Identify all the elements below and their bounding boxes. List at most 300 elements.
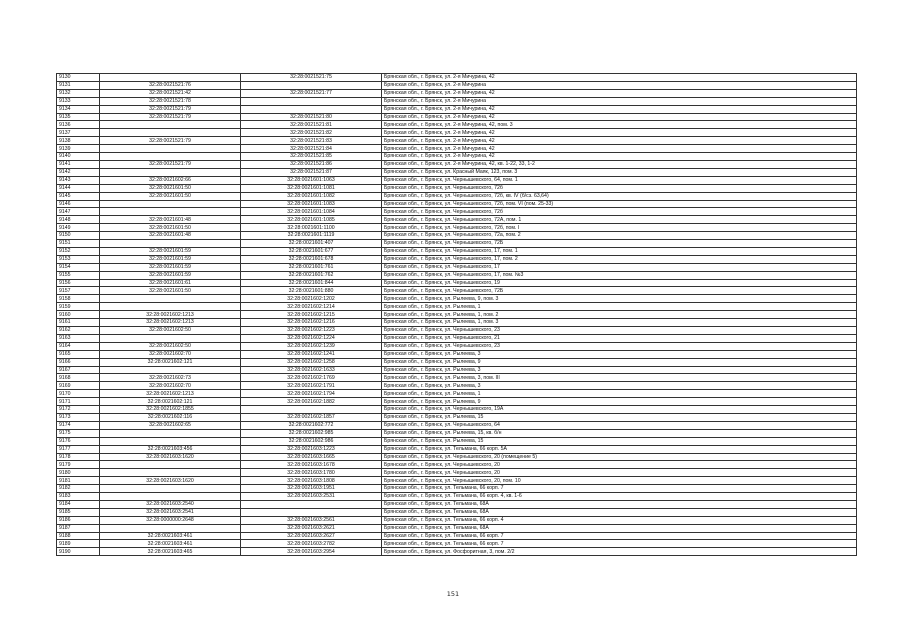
parcel-number-cell: 32:28:0021521:78 bbox=[100, 97, 241, 105]
row-number-cell: 9189 bbox=[57, 540, 100, 548]
object-number-cell: 32:28:0021602:1216 bbox=[241, 319, 382, 327]
row-number-cell: 9153 bbox=[57, 255, 100, 263]
object-number-cell: 32:28:0021603:2561 bbox=[241, 516, 382, 524]
object-number-cell: 32:28:0021601:762 bbox=[241, 271, 382, 279]
parcel-number-cell: 32:28:0021601:50 bbox=[100, 224, 241, 232]
parcel-number-cell bbox=[100, 469, 241, 477]
row-number-cell: 9148 bbox=[57, 216, 100, 224]
parcel-number-cell bbox=[100, 303, 241, 311]
object-number-cell: 32:28:0021601:1081 bbox=[241, 184, 382, 192]
row-number-cell: 9169 bbox=[57, 382, 100, 390]
object-number-cell: 32:28:0021603:2627 bbox=[241, 532, 382, 540]
parcel-number-cell: 32:28:0021602:66 bbox=[100, 176, 241, 184]
table-row bbox=[57, 390, 857, 398]
table-row bbox=[57, 121, 857, 129]
address-cell: Брянская обл., г. Брянск, ул. 2-я Мичурина, 42 bbox=[382, 129, 857, 137]
address-cell: Брянская обл., г. Брянск, ул. Рылеева, 3, пом. III bbox=[382, 374, 857, 382]
object-number-cell: 32:28:0021601:1100 bbox=[241, 224, 382, 232]
object-number-cell: 32:28:0021602:1214 bbox=[241, 303, 382, 311]
table-row bbox=[57, 224, 857, 232]
parcel-number-cell: 32:28:0021602:1213 bbox=[100, 319, 241, 327]
address-cell: Брянская обл., г. Брянск, ул. Чернышевского, 72а, пом. 2 bbox=[382, 232, 857, 240]
address-cell: Брянская обл., г. Брянск, ул. Рылеева, 1 bbox=[382, 390, 857, 398]
table-row bbox=[57, 469, 857, 477]
row-number-cell: 9182 bbox=[57, 485, 100, 493]
address-cell: Брянская обл., г. Брянск, ул. Рылеева, 9, пом. 3 bbox=[382, 295, 857, 303]
table-row bbox=[57, 342, 857, 350]
table-row bbox=[57, 350, 857, 358]
row-number-cell: 9174 bbox=[57, 421, 100, 429]
parcel-number-cell: 32:28:0021603:2541 bbox=[100, 508, 241, 516]
object-number-cell bbox=[241, 97, 382, 105]
address-cell: Брянская обл., г. Брянск, ул. Тельмана, 68А bbox=[382, 500, 857, 508]
parcel-number-cell: 32:28:0021601:61 bbox=[100, 279, 241, 287]
address-cell: Брянская обл., г. Брянск, ул. Чернышевского, 72Б bbox=[382, 287, 857, 295]
address-cell: Брянская обл., г. Брянск, ул. Чернышевского, 23 bbox=[382, 342, 857, 350]
object-number-cell: 32:28:0021602:1258 bbox=[241, 358, 382, 366]
address-cell: Брянская обл., г. Брянск, ул. Чернышевского, 64 bbox=[382, 421, 857, 429]
address-cell: Брянская обл., г. Брянск, ул. Рылеева, 3 bbox=[382, 382, 857, 390]
object-number-cell: 32:28:0021603:1678 bbox=[241, 461, 382, 469]
address-cell: Брянская обл., г. Брянск, ул. Чернышевского, 19 bbox=[382, 279, 857, 287]
parcel-number-cell: 32:28:0021603:1620 bbox=[100, 453, 241, 461]
parcel-number-cell: 32:28:0021601:50 bbox=[100, 287, 241, 295]
address-cell: Брянская обл., г. Брянск, ул. 2-я Мичурина, 42 bbox=[382, 105, 857, 113]
row-number-cell: 9130 bbox=[57, 74, 100, 82]
parcel-number-cell: 32:28:0021601:50 bbox=[100, 184, 241, 192]
address-cell: Брянская обл., г. Брянск, ул. Чернышевского, 72Б bbox=[382, 240, 857, 248]
address-cell: Брянская обл., г. Брянск, ул. Тельмана, 66 корп. 4, кв. 1-6 bbox=[382, 493, 857, 501]
table-row bbox=[57, 358, 857, 366]
address-cell: Брянская обл., г. Брянск, ул. Тельмана, 68А bbox=[382, 524, 857, 532]
address-cell: Брянская обл., г. Брянск, ул. Рылеева, 15 bbox=[382, 437, 857, 445]
address-cell: Брянская обл., г. Брянск, ул. Красный Маяк, 123, пом. 3 bbox=[382, 168, 857, 176]
table-row bbox=[57, 421, 857, 429]
table-row bbox=[57, 208, 857, 216]
table-row bbox=[57, 255, 857, 263]
parcel-number-cell bbox=[100, 240, 241, 248]
table-row bbox=[57, 89, 857, 97]
row-number-cell: 9142 bbox=[57, 168, 100, 176]
parcel-number-cell: 32:28:0021521:79 bbox=[100, 105, 241, 113]
table-row bbox=[57, 74, 857, 82]
table-row bbox=[57, 247, 857, 255]
table-row bbox=[57, 366, 857, 374]
address-cell: Брянская обл., г. Брянск, ул. Чернышевского, 72б bbox=[382, 208, 857, 216]
address-cell: Брянская обл., г. Брянск, ул. 2-я Мичурина, 42, кв. 1-22, 33, 1-2 bbox=[382, 160, 857, 168]
parcel-number-cell: 32:28:0021602:70 bbox=[100, 350, 241, 358]
parcel-number-cell: 32:28:0021601:59 bbox=[100, 255, 241, 263]
parcel-number-cell: 32:28:0021602:50 bbox=[100, 327, 241, 335]
address-cell: Брянская обл., г. Брянск, ул. Рылеева, 15, кв. б/н bbox=[382, 429, 857, 437]
table-row bbox=[57, 279, 857, 287]
table-row bbox=[57, 184, 857, 192]
object-number-cell: 32:28:0021521:75 bbox=[241, 74, 382, 82]
table-row bbox=[57, 398, 857, 406]
object-number-cell bbox=[241, 508, 382, 516]
row-number-cell: 9177 bbox=[57, 445, 100, 453]
table-row bbox=[57, 524, 857, 532]
address-cell: Брянская обл., г. Брянск, ул. Чернышевского, 72б bbox=[382, 184, 857, 192]
parcel-number-cell bbox=[100, 295, 241, 303]
table-row bbox=[57, 168, 857, 176]
table-row bbox=[57, 240, 857, 248]
row-number-cell: 9168 bbox=[57, 374, 100, 382]
parcel-number-cell bbox=[100, 493, 241, 501]
object-number-cell: 32:28:0021521:82 bbox=[241, 129, 382, 137]
object-number-cell: 32:28:0021603:2531 bbox=[241, 493, 382, 501]
row-number-cell: 9176 bbox=[57, 437, 100, 445]
address-cell: Брянская обл., г. Брянск, ул. Рылеева, 15 bbox=[382, 413, 857, 421]
row-number-cell: 9166 bbox=[57, 358, 100, 366]
parcel-number-cell bbox=[100, 461, 241, 469]
row-number-cell: 9146 bbox=[57, 200, 100, 208]
address-cell: Брянская обл., г. Брянск, ул. 2-я Мичурина, 42 bbox=[382, 74, 857, 82]
address-cell: Брянская обл., г. Брянск, ул. 2-я Мичурина bbox=[382, 97, 857, 105]
address-cell: Брянская обл., г. Брянск, ул. Чернышевского, 20 (помещение 5) bbox=[382, 453, 857, 461]
address-cell: Брянская обл., г. Брянск, ул. Чернышевского, 64, пом. 1 bbox=[382, 176, 857, 184]
row-number-cell: 9135 bbox=[57, 113, 100, 121]
parcel-number-cell bbox=[100, 200, 241, 208]
address-cell: Брянская обл., г. Брянск, ул. Чернышевского, 17, пом. 1 bbox=[382, 247, 857, 255]
parcel-number-cell: 32:28:0021602:50 bbox=[100, 342, 241, 350]
row-number-cell: 9156 bbox=[57, 279, 100, 287]
row-number-cell: 9188 bbox=[57, 532, 100, 540]
row-number-cell: 9175 bbox=[57, 429, 100, 437]
address-cell: Брянская обл., г. Брянск, ул. 2-я Мичурина, 42, пом. 3 bbox=[382, 121, 857, 129]
parcel-number-cell: 32:28:0021602:121 bbox=[100, 398, 241, 406]
parcel-number-cell: 32:28:0021602:1213 bbox=[100, 390, 241, 398]
row-number-cell: 9155 bbox=[57, 271, 100, 279]
parcel-number-cell bbox=[100, 129, 241, 137]
address-cell: Брянская обл., г. Брянск, ул. Чернышевского, 20 bbox=[382, 469, 857, 477]
row-number-cell: 9150 bbox=[57, 232, 100, 240]
parcel-number-cell: 32:28:0021601:59 bbox=[100, 247, 241, 255]
object-number-cell: 32:28:0021521:77 bbox=[241, 89, 382, 97]
object-number-cell: 32:28:0021603:2782 bbox=[241, 540, 382, 548]
parcel-number-cell: 32:28:0021601:48 bbox=[100, 216, 241, 224]
table-row bbox=[57, 548, 857, 556]
row-number-cell: 9138 bbox=[57, 137, 100, 145]
parcel-number-cell: 32:28:0021601:50 bbox=[100, 192, 241, 200]
table-row bbox=[57, 532, 857, 540]
table-row bbox=[57, 445, 857, 453]
table-row bbox=[57, 461, 857, 469]
object-number-cell: 32:28:0021603:1665 bbox=[241, 453, 382, 461]
row-number-cell: 9179 bbox=[57, 461, 100, 469]
parcel-number-cell: 32:28:0021521:79 bbox=[100, 137, 241, 145]
address-cell: Брянская обл., г. Брянск, ул. Рылеева, 9 bbox=[382, 358, 857, 366]
parcel-number-cell bbox=[100, 485, 241, 493]
object-number-cell: 32:28:0021602:1202 bbox=[241, 295, 382, 303]
table-row bbox=[57, 295, 857, 303]
address-cell: Брянская обл., г. Брянск, ул. Чернышевского, 72б, пом. I bbox=[382, 224, 857, 232]
table-row bbox=[57, 200, 857, 208]
table-row bbox=[57, 97, 857, 105]
address-cell: Брянская обл., г. Брянск, ул. Тельмана, 68А bbox=[382, 508, 857, 516]
object-number-cell: 32:28:0021601:1083 bbox=[241, 200, 382, 208]
table-row bbox=[57, 382, 857, 390]
parcel-number-cell bbox=[100, 168, 241, 176]
parcel-number-cell: 32:28:0000000:2648 bbox=[100, 516, 241, 524]
parcel-number-cell: 32:28:0021521:42 bbox=[100, 89, 241, 97]
row-number-cell: 9131 bbox=[57, 81, 100, 89]
parcel-number-cell: 32:28:0021521:79 bbox=[100, 160, 241, 168]
parcel-number-cell: 32:28:0021603:461 bbox=[100, 540, 241, 548]
object-number-cell: 32:28:0021601:407 bbox=[241, 240, 382, 248]
table-row bbox=[57, 319, 857, 327]
row-number-cell: 9154 bbox=[57, 263, 100, 271]
address-cell: Брянская обл., г. Брянск, ул. Тельмана, 66 корп. 4 bbox=[382, 516, 857, 524]
address-cell: Брянская обл., г. Брянск, ул. Рылеева, 3 bbox=[382, 366, 857, 374]
row-number-cell: 9137 bbox=[57, 129, 100, 137]
address-cell: Брянская обл., г. Брянск, ул. Чернышевского, 23 bbox=[382, 327, 857, 335]
address-cell: Брянская обл., г. Брянск, ул. Чернышевского, 72б, кв. IV (б/сз. 63,64) bbox=[382, 192, 857, 200]
table-row bbox=[57, 192, 857, 200]
parcel-number-cell bbox=[100, 437, 241, 445]
row-number-cell: 9143 bbox=[57, 176, 100, 184]
row-number-cell: 9170 bbox=[57, 390, 100, 398]
address-cell: Брянская обл., г. Брянск, ул. Тельмана, 66 корп. 7 bbox=[382, 540, 857, 548]
address-cell: Брянская обл., г. Брянск, ул. Чернышевского, 19А bbox=[382, 406, 857, 414]
parcel-number-cell bbox=[100, 121, 241, 129]
row-number-cell: 9139 bbox=[57, 145, 100, 153]
row-number-cell: 9147 bbox=[57, 208, 100, 216]
parcel-number-cell: 32:28:0021602:65 bbox=[100, 421, 241, 429]
object-number-cell: 32:28:0021603:1808 bbox=[241, 477, 382, 485]
object-number-cell: 32:28:0021603:1223 bbox=[241, 445, 382, 453]
table-row bbox=[57, 303, 857, 311]
table-row bbox=[57, 232, 857, 240]
row-number-cell: 9186 bbox=[57, 516, 100, 524]
row-number-cell: 9134 bbox=[57, 105, 100, 113]
object-number-cell: 32:28:0021601:677 bbox=[241, 247, 382, 255]
row-number-cell: 9158 bbox=[57, 295, 100, 303]
object-number-cell: 32:28:0021602:1633 bbox=[241, 366, 382, 374]
object-number-cell bbox=[241, 406, 382, 414]
address-cell: Брянская обл., г. Брянск, ул. 2-я Мичурина, 42 bbox=[382, 137, 857, 145]
address-cell: Брянская обл., г. Брянск, ул. Рылеева, 1 bbox=[382, 303, 857, 311]
parcel-number-cell: 32:28:0021603:465 bbox=[100, 548, 241, 556]
parcel-number-cell: 32:28:0021602:1855 bbox=[100, 406, 241, 414]
address-cell: Брянская обл., г. Брянск, ул. Чернышевского, 21 bbox=[382, 334, 857, 342]
object-number-cell bbox=[241, 500, 382, 508]
parcel-number-cell: 32:28:0021601:48 bbox=[100, 232, 241, 240]
table-row bbox=[57, 334, 857, 342]
address-cell: Брянская обл., г. Брянск, ул. 2-я Мичурина bbox=[382, 81, 857, 89]
row-number-cell: 9145 bbox=[57, 192, 100, 200]
object-number-cell: 32:28:0021521:87 bbox=[241, 168, 382, 176]
table-row bbox=[57, 437, 857, 445]
object-number-cell: 32:28:0021602:1769 bbox=[241, 374, 382, 382]
parcel-number-cell bbox=[100, 145, 241, 153]
table-row bbox=[57, 477, 857, 485]
object-number-cell: 32:28:0021521:81 bbox=[241, 121, 382, 129]
table-row bbox=[57, 287, 857, 295]
parcel-number-cell: 32:28:0021602:70 bbox=[100, 382, 241, 390]
row-number-cell: 9184 bbox=[57, 500, 100, 508]
row-number-cell: 9162 bbox=[57, 327, 100, 335]
page-number: 151 bbox=[446, 590, 460, 598]
table-row bbox=[57, 453, 857, 461]
table-row bbox=[57, 311, 857, 319]
address-cell: Брянская обл., г. Брянск, ул. Чернышевского, 17, пом. №3 bbox=[382, 271, 857, 279]
object-number-cell: 32:28:0021603:1780 bbox=[241, 469, 382, 477]
address-cell: Брянская обл., г. Брянск, ул. Рылеева, 1, пом. 2 bbox=[382, 311, 857, 319]
table-row bbox=[57, 413, 857, 421]
object-number-cell: 32:28:0021601:678 bbox=[241, 255, 382, 263]
parcel-number-cell: 32:28:0021603:456 bbox=[100, 445, 241, 453]
parcel-number-cell: 32:28:0021521:76 bbox=[100, 81, 241, 89]
table-row bbox=[57, 327, 857, 335]
table-row bbox=[57, 406, 857, 414]
object-number-cell bbox=[241, 81, 382, 89]
object-number-cell: 32:28:0021601:761 bbox=[241, 263, 382, 271]
object-number-cell: 32:28:0021602:1215 bbox=[241, 311, 382, 319]
register-table-body bbox=[57, 74, 857, 556]
object-number-cell: 32:28:0021521:83 bbox=[241, 137, 382, 145]
object-number-cell: 32:28:0021601:880 bbox=[241, 287, 382, 295]
object-number-cell: 32:28:0021602:1882 bbox=[241, 398, 382, 406]
parcel-number-cell bbox=[100, 524, 241, 532]
object-number-cell: 32:28:0021602:1224 bbox=[241, 334, 382, 342]
table-row bbox=[57, 105, 857, 113]
address-cell: Брянская обл., г. Брянск, ул. Тельмана, 66 корп. 5А bbox=[382, 445, 857, 453]
row-number-cell: 9180 bbox=[57, 469, 100, 477]
row-number-cell: 9140 bbox=[57, 153, 100, 161]
row-number-cell: 9152 bbox=[57, 247, 100, 255]
row-number-cell: 9164 bbox=[57, 342, 100, 350]
address-cell: Брянская обл., г. Брянск, ул. Тельмана, 66 корп. 7 bbox=[382, 485, 857, 493]
row-number-cell: 9172 bbox=[57, 406, 100, 414]
address-cell: Брянская обл., г. Брянск, ул. 2-я Мичурина, 42 bbox=[382, 113, 857, 121]
parcel-number-cell: 32:28:0021602:1213 bbox=[100, 311, 241, 319]
object-number-cell: 32:28:0021602:1241 bbox=[241, 350, 382, 358]
table-row bbox=[57, 508, 857, 516]
parcel-number-cell: 32:28:0021603:2540 bbox=[100, 500, 241, 508]
address-cell: Брянская обл., г. Брянск, ул. Чернышевского, 17, пом. 2 bbox=[382, 255, 857, 263]
address-cell: Брянская обл., г. Брянск, ул. Рылеева, 1, пом. 3 bbox=[382, 319, 857, 327]
row-number-cell: 9163 bbox=[57, 334, 100, 342]
table-row bbox=[57, 216, 857, 224]
parcel-number-cell: 32:28:0021601:59 bbox=[100, 263, 241, 271]
object-number-cell: 32:28:0021601:1082 bbox=[241, 192, 382, 200]
object-number-cell: 32:28:0021601:1084 bbox=[241, 208, 382, 216]
row-number-cell: 9141 bbox=[57, 160, 100, 168]
parcel-number-cell: 32:28:0021603:1620 bbox=[100, 477, 241, 485]
row-number-cell: 9173 bbox=[57, 413, 100, 421]
row-number-cell: 9187 bbox=[57, 524, 100, 532]
row-number-cell: 9181 bbox=[57, 477, 100, 485]
parcel-number-cell bbox=[100, 429, 241, 437]
row-number-cell: 9190 bbox=[57, 548, 100, 556]
address-cell: Брянская обл., г. Брянск, ул. Чернышевского, 72б, пом. VI (пом. 25-33) bbox=[382, 200, 857, 208]
row-number-cell: 9161 bbox=[57, 319, 100, 327]
address-cell: Брянская обл., г. Брянск, ул. Чернышевского, 20 bbox=[382, 461, 857, 469]
row-number-cell: 9149 bbox=[57, 224, 100, 232]
address-cell: Брянская обл., г. Брянск, ул. Фосфоритная, 3, пом. 2/2 bbox=[382, 548, 857, 556]
object-number-cell: 32:28:0021602:986 bbox=[241, 437, 382, 445]
table-row bbox=[57, 374, 857, 382]
table-row bbox=[57, 493, 857, 501]
object-number-cell: 32:28:0021603:1951 bbox=[241, 485, 382, 493]
object-number-cell: 32:28:0021601:1119 bbox=[241, 232, 382, 240]
table-row bbox=[57, 153, 857, 161]
row-number-cell: 9171 bbox=[57, 398, 100, 406]
object-number-cell: 32:28:0021521:85 bbox=[241, 153, 382, 161]
parcel-number-cell: 32:28:0021603:461 bbox=[100, 532, 241, 540]
parcel-number-cell: 32:28:0021602:121 bbox=[100, 358, 241, 366]
address-cell: Брянская обл., г. Брянск, ул. 2-я Мичурина, 42 bbox=[382, 153, 857, 161]
row-number-cell: 9160 bbox=[57, 311, 100, 319]
parcel-number-cell bbox=[100, 74, 241, 82]
row-number-cell: 9185 bbox=[57, 508, 100, 516]
table-row bbox=[57, 160, 857, 168]
table-row bbox=[57, 129, 857, 137]
table-row bbox=[57, 516, 857, 524]
row-number-cell: 9151 bbox=[57, 240, 100, 248]
parcel-number-cell bbox=[100, 153, 241, 161]
row-number-cell: 9157 bbox=[57, 287, 100, 295]
table-row bbox=[57, 271, 857, 279]
row-number-cell: 9167 bbox=[57, 366, 100, 374]
object-number-cell: 32:28:0021602:1857 bbox=[241, 413, 382, 421]
object-number-cell: 32:28:0021603:2621 bbox=[241, 524, 382, 532]
table-row bbox=[57, 429, 857, 437]
register-table bbox=[56, 73, 857, 556]
address-cell: Брянская обл., г. Брянск, ул. Чернышевского, 17 bbox=[382, 263, 857, 271]
object-number-cell: 32:28:0021601:844 bbox=[241, 279, 382, 287]
address-cell: Брянская обл., г. Брянск, ул. 2-я Мичурина, 42 bbox=[382, 89, 857, 97]
parcel-number-cell bbox=[100, 208, 241, 216]
object-number-cell: 32:28:0021521:84 bbox=[241, 145, 382, 153]
table-row bbox=[57, 137, 857, 145]
table-row bbox=[57, 176, 857, 184]
object-number-cell: 32:28:0021521:86 bbox=[241, 160, 382, 168]
table-row bbox=[57, 500, 857, 508]
row-number-cell: 9165 bbox=[57, 350, 100, 358]
object-number-cell bbox=[241, 105, 382, 113]
address-cell: Брянская обл., г. Брянск, ул. Тельмана, 66 корп. 7 bbox=[382, 532, 857, 540]
object-number-cell: 32:28:0021601:1063 bbox=[241, 176, 382, 184]
table-row bbox=[57, 145, 857, 153]
row-number-cell: 9159 bbox=[57, 303, 100, 311]
object-number-cell: 32:28:0021602:772 bbox=[241, 421, 382, 429]
address-cell: Брянская обл., г. Брянск, ул. Чернышевского, 20, пом. 10 bbox=[382, 477, 857, 485]
parcel-number-cell bbox=[100, 334, 241, 342]
table-row bbox=[57, 485, 857, 493]
address-cell: Брянская обл., г. Брянск, ул. Чернышевского, 72А, пом. 1 bbox=[382, 216, 857, 224]
address-cell: Брянская обл., г. Брянск, ул. Рылеева, 3 bbox=[382, 350, 857, 358]
table-row bbox=[57, 81, 857, 89]
address-cell: Брянская обл., г. Брянск, ул. Рылеева, 9 bbox=[382, 398, 857, 406]
object-number-cell: 32:28:0021521:80 bbox=[241, 113, 382, 121]
parcel-number-cell: 32:28:0021521:79 bbox=[100, 113, 241, 121]
object-number-cell: 32:28:0021602:985 bbox=[241, 429, 382, 437]
table-row bbox=[57, 113, 857, 121]
row-number-cell: 9144 bbox=[57, 184, 100, 192]
row-number-cell: 9178 bbox=[57, 453, 100, 461]
parcel-number-cell bbox=[100, 366, 241, 374]
parcel-number-cell: 32:28:0021601:59 bbox=[100, 271, 241, 279]
row-number-cell: 9136 bbox=[57, 121, 100, 129]
address-cell: Брянская обл., г. Брянск, ул. 2-я Мичурина, 42 bbox=[382, 145, 857, 153]
object-number-cell: 32:28:0021602:1794 bbox=[241, 390, 382, 398]
object-number-cell: 32:28:0021602:1239 bbox=[241, 342, 382, 350]
parcel-number-cell: 32:28:0021602:73 bbox=[100, 374, 241, 382]
row-number-cell: 9133 bbox=[57, 97, 100, 105]
object-number-cell: 32:28:0021603:2954 bbox=[241, 548, 382, 556]
